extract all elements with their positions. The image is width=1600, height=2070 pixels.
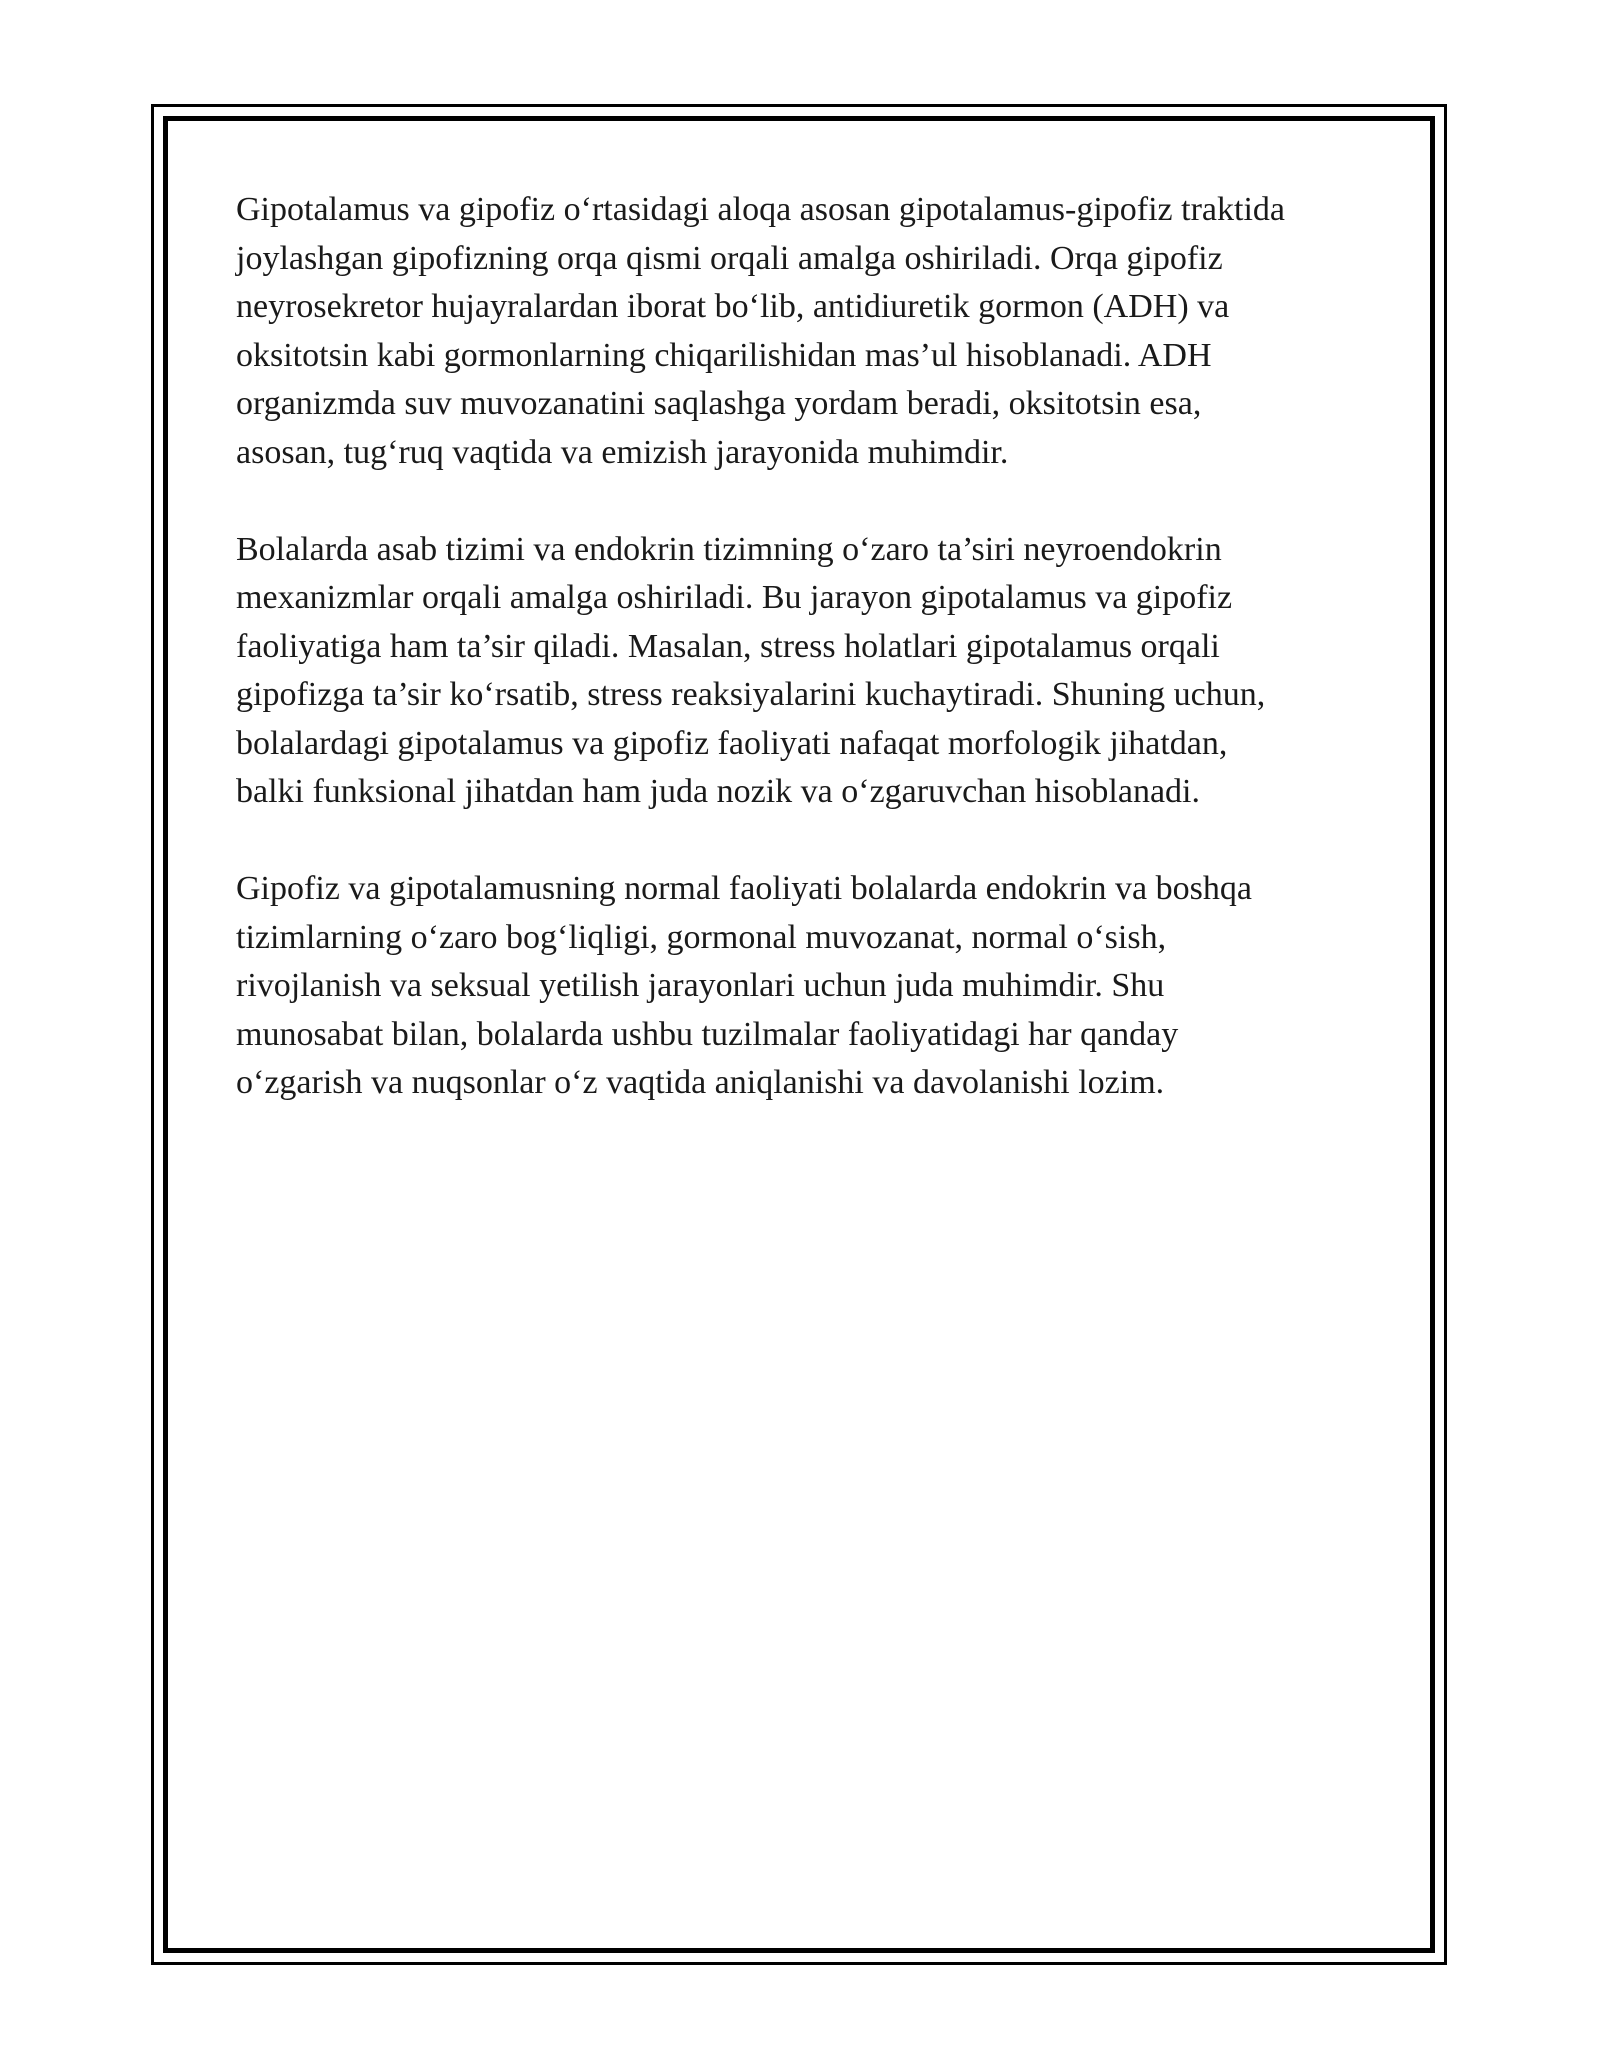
text-line: o‘zgarish va nuqsonlar o‘z vaqtida aniqlanishi va davolanishi lozim. xyxy=(236,1064,1165,1101)
text-line: faoliyatiga ham ta’sir qiladi. Masalan, stress holatlari gipotalamus orqali xyxy=(236,627,1220,665)
paragraph-3 xyxy=(236,865,1376,1108)
paragraph-2 xyxy=(236,526,1376,817)
text-line: Gipofiz va gipotalamusning normal faoliyati bolalarda endokrin va boshqa xyxy=(236,870,1252,907)
text-line: tizimlarning o‘zaro bog‘liqligi, gormonal muvozanat, normal o‘sish, xyxy=(236,918,1167,956)
text-line: mexanizmlar orqali amalga oshiriladi. Bu jarayon gipotalamus va gipofiz xyxy=(236,579,1233,616)
text-line: balki funksional jihatdan ham juda nozik va o‘zgaruvchan hisoblanadi. xyxy=(236,773,1201,810)
text-line: gipofizga ta’sir ko‘rsatib, stress reaksiyalarini kuchaytiradi. Shuning uchun, xyxy=(236,676,1266,713)
text-line: asosan, tug‘ruq vaqtida va emizish jarayonida muhimdir. xyxy=(236,433,1009,471)
text-line: rivojlanish va seksual yetilish jarayonlari uchun juda muhimdir. Shu xyxy=(236,967,1165,1004)
text-line: bolalardagi gipotalamus va gipofiz faoliyati nafaqat morfologik jihatdan, xyxy=(236,724,1228,762)
text-line: Gipotalamus va gipofiz o‘rtasidagi aloqa asosan gipotalamus-gipofiz traktida xyxy=(236,191,1285,228)
text-line: munosabat bilan, bolalarda ushbu tuzilmalar faoliyatidagi har qanday xyxy=(236,1015,1179,1053)
text-line: organizmda suv muvozanatini saqlashga yordam beradi, oksitotsin esa, xyxy=(236,385,1202,422)
text-line: Bolalarda asab tizimi va endokrin tizimning o‘zaro ta’siri neyroendokrin xyxy=(236,530,1222,568)
text-line: neyrosekretor hujayralardan iborat bo‘lib, antidiuretik gormon (ADH) va xyxy=(236,288,1230,325)
document-body xyxy=(236,186,1376,1156)
text-line: oksitotsin kabi gormonlarning chiqarilishidan mas’ul hisoblanadi. ADH xyxy=(236,336,1212,374)
text-line: joylashgan gipofizning orqa qismi orqali amalga oshiriladi. Orqa gipofiz xyxy=(236,239,1223,277)
paragraph-1 xyxy=(236,186,1376,477)
